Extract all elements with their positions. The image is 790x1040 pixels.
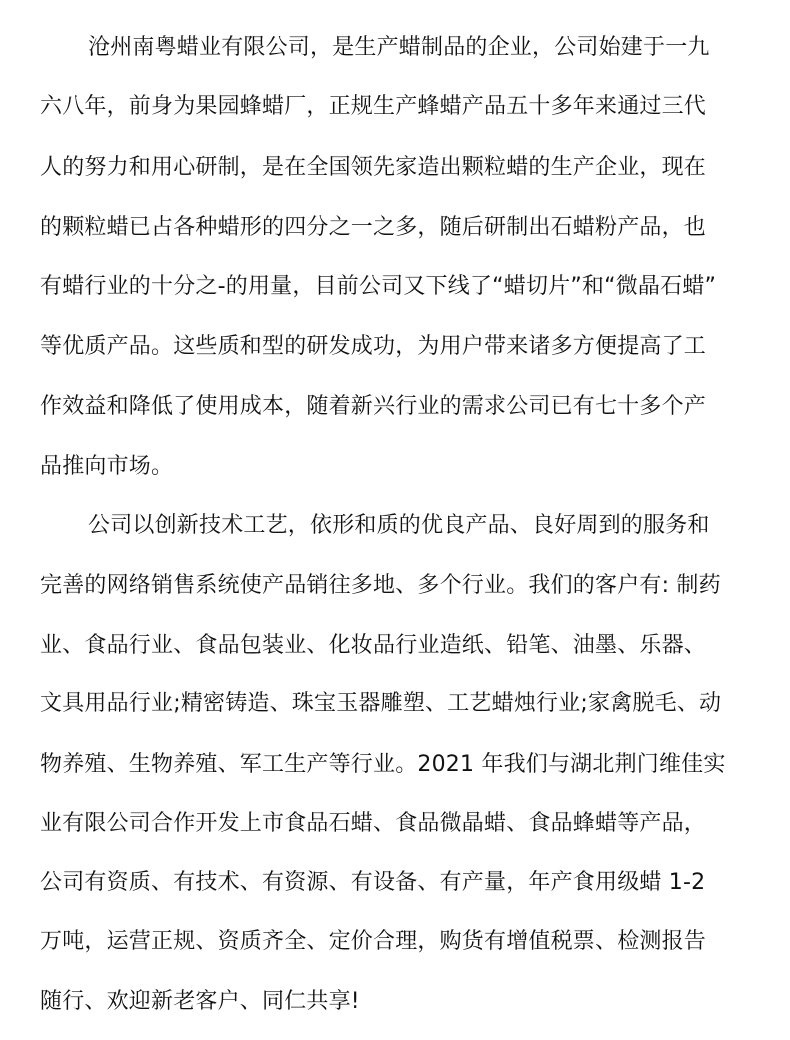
text-line: 等优质产品。这些质和型的研发成功，为用户带来诸多方便提高了工 [40,334,707,359]
text-line: 作效益和降低了使用成本，随着新兴行业的需求公司已有七十多个产 [40,394,707,419]
text-line: 物养殖、生物养殖、军工生产等行业。2021 年我们与湖北荆门维佳实 [40,752,726,777]
text-line: 有蜡行业的十分之-的用量，目前公司又下线了“蜡切片”和“微晶石蜡” [40,274,717,299]
text-line: 业有限公司合作开发上市食品石蜡、食品微晶蜡、食品蜂蜡等产品， [40,811,707,836]
text-line: 公司以创新技术工艺，依形和质的优良产品、良好周到的服务和 [88,513,710,538]
text-line: 品推向市场。 [40,454,174,479]
text-line: 沧州南粤蜡业有限公司，是生产蜡制品的企业，公司始建于一九 [88,35,710,60]
text-line: 文具用品行业;精密铸造、珠宝玉器雕塑、工艺蜡烛行业;家禽脱毛、动 [40,691,722,716]
text-line: 完善的网络销售系统使产品销往多地、多个行业。我们的客户有: 制药 [40,573,721,598]
text-line: 六八年，前身为果园蜂蜡厂，正规生产蜂蜡产品五十多年来通过三代 [40,94,707,119]
text-line: 万吨，运营正规、资质齐全、定价合理，购货有增值税票、检测报告 [40,929,707,954]
text-line: 的颗粒蜡已占各种蜡形的四分之一之多，随后研制出石蜡粉产品，也 [40,215,707,240]
text-line: 随行、欢迎新老客户、同仁共享! [40,989,360,1014]
text-line: 公司有资质、有技术、有资源、有设备、有产量，年产食用级蜡 1-2 [40,870,706,895]
text-line: 人的努力和用心研制，是在全国领先家造出颗粒蜡的生产企业，现在 [40,155,707,180]
text-line: 业、食品行业、食品包装业、化妆品行业造纸、铅笔、油墨、乐器、 [40,633,707,658]
